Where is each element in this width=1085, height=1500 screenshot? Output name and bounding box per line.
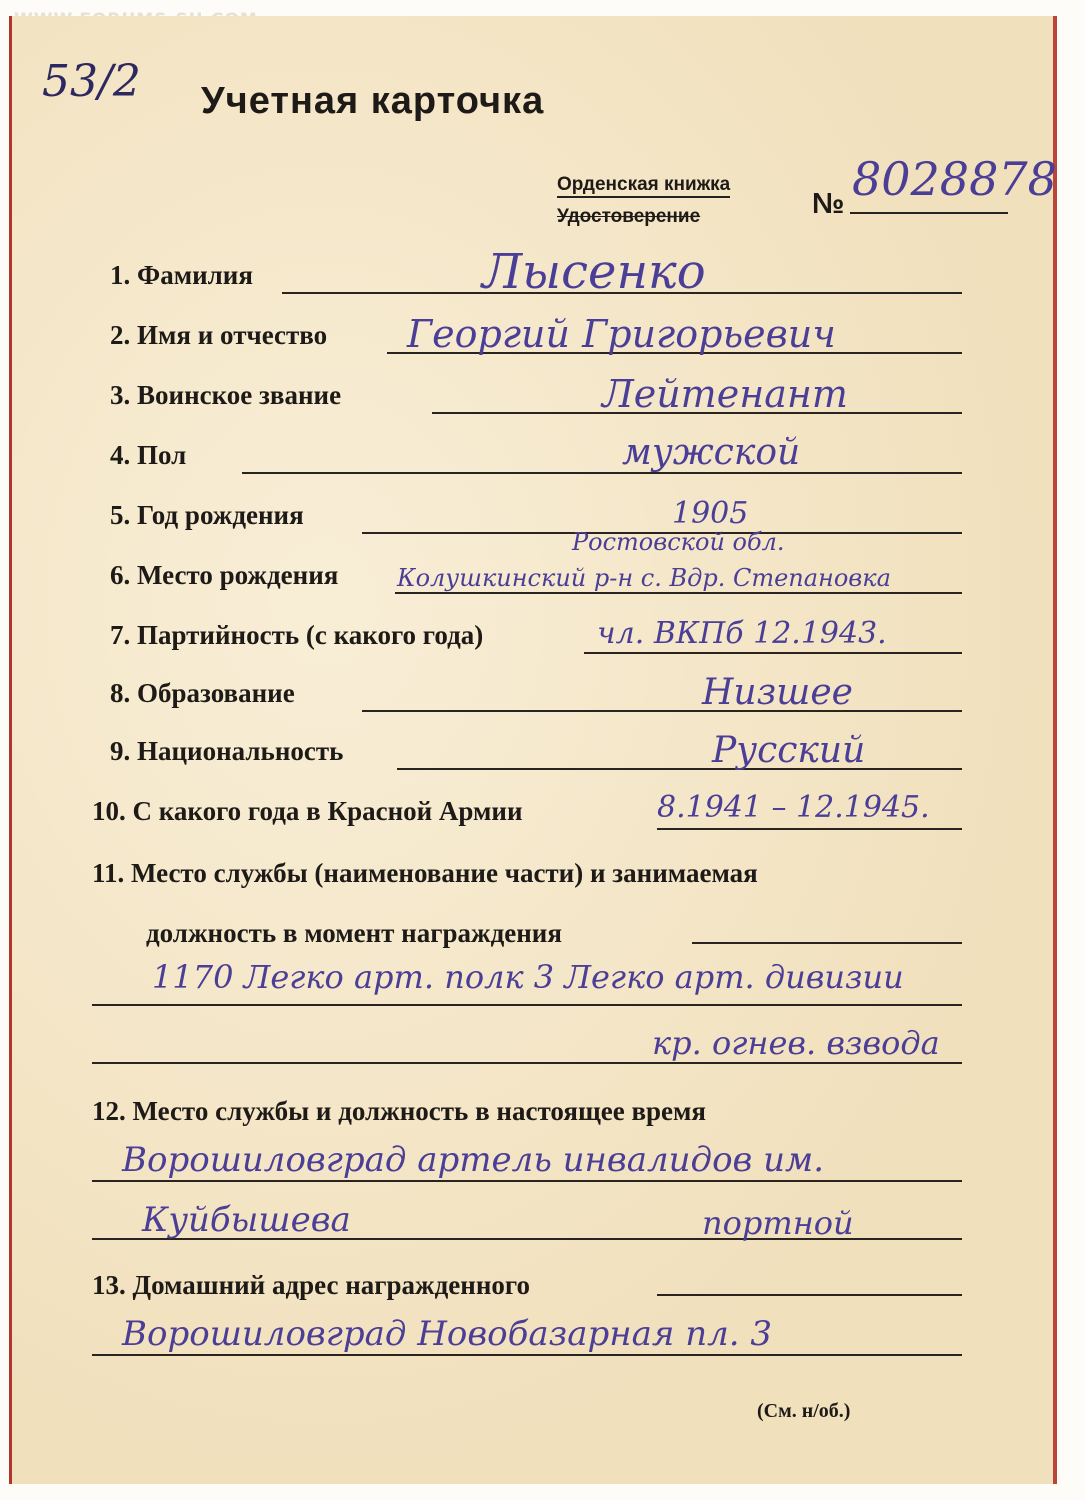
- field-line-current-job-1: [92, 1180, 962, 1182]
- field-label-home-address: 13. Домашний адрес награжденного: [92, 1270, 530, 1300]
- field-line-army-since: [657, 828, 962, 830]
- book-number: 8028878: [852, 152, 1057, 206]
- field-line-home-address-1: [657, 1294, 962, 1296]
- field-line-service-place-1: [692, 942, 962, 944]
- field-label-current-job: 12. Место службы и должность в настоящее время: [92, 1096, 707, 1126]
- field-value-current-position: портной: [702, 1204, 854, 1242]
- field-label-nationality: 9. Национальность: [110, 736, 344, 766]
- field-label-service-place-cont: должность в момент награждения: [146, 918, 562, 948]
- field-value-service-unit: 1170 Легко арт. полк 3 Легко арт. дивизии: [152, 958, 904, 996]
- field-line-service-place-2: [92, 1004, 962, 1006]
- field-label-surname: 1. Фамилия: [110, 260, 253, 290]
- field-line-service-place-3: [92, 1062, 962, 1064]
- field-line-party: [584, 652, 962, 654]
- field-value-service-position: кр. огнев. взвода: [652, 1024, 940, 1062]
- order-book-label: Орденская книжка: [557, 174, 730, 198]
- field-label-party: 7. Партийность (с какого года): [110, 620, 484, 650]
- field-label-army-since: 10. С какого года в Красной Армии: [92, 796, 523, 826]
- field-value-sex: мужской: [622, 432, 801, 473]
- field-label-sex: 4. Пол: [110, 440, 187, 470]
- field-line-nationality: [397, 768, 962, 770]
- field-line-home-address-2: [92, 1354, 962, 1356]
- certificate-label: Удостоверение: [557, 206, 701, 227]
- field-value-current-job: Ворошиловград артель инвалидов им.: [122, 1140, 825, 1180]
- number-line: [850, 212, 1008, 214]
- corner-note: 53/2: [42, 56, 141, 107]
- field-line-sex: [242, 472, 962, 474]
- field-line-education: [362, 710, 962, 712]
- field-note-birth-place: Ростовской обл.: [572, 528, 785, 556]
- field-label-birth-year: 5. Год рождения: [110, 500, 304, 530]
- field-value-party: чл. ВКПб 12.1943.: [597, 616, 887, 651]
- field-value-education: Низшее: [702, 672, 853, 713]
- field-label-rank: 3. Воинское звание: [110, 380, 342, 410]
- see-reverse-note: (См. н/об.): [757, 1400, 851, 1422]
- field-value-army-since: 8.1941 – 12.1945.: [657, 790, 930, 825]
- field-label-name: 2. Имя и отчество: [110, 320, 328, 350]
- field-value-rank: Лейтенант: [602, 372, 848, 416]
- field-line-birth-place: [395, 592, 962, 594]
- record-card: [9, 16, 1057, 1484]
- field-value-surname: Лысенко: [482, 244, 706, 300]
- number-sign: №: [812, 188, 845, 220]
- field-value-birth-year: 1905: [672, 496, 749, 531]
- card-title: Учетная карточка: [201, 80, 545, 122]
- field-value-nationality: Русский: [712, 730, 866, 771]
- field-value-current-job-cont: Куйбышева: [142, 1200, 351, 1240]
- field-value-name: Георгий Григорьевич: [407, 312, 836, 356]
- field-label-service-place: 11. Место службы (наименование части) и занимаемая: [92, 858, 758, 888]
- field-label-birth-place: 6. Место рождения: [110, 560, 339, 590]
- field-label-education: 8. Образование: [110, 678, 295, 708]
- field-value-birth-place: Колушкинский р-н с. Вдр. Степановка: [397, 564, 891, 592]
- field-value-home-address: Ворошиловград Новобазарная пл. 3: [122, 1314, 773, 1354]
